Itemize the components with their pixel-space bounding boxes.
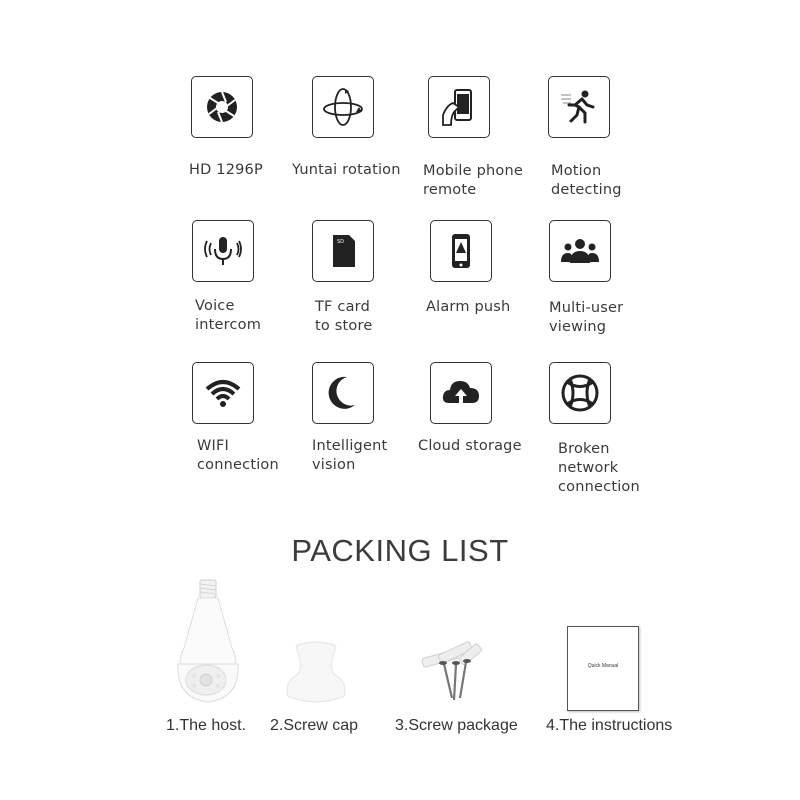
feature-label-motion: Motion detecting: [551, 163, 622, 198]
screw-cap-image: [282, 638, 350, 706]
aperture-icon: [191, 76, 253, 138]
packing-item-screw-package-label: 3.Screw package: [395, 717, 518, 734]
network-ball-icon: [549, 362, 611, 424]
rotation-icon: [312, 76, 374, 138]
bulb-camera-image: [172, 578, 244, 706]
feature-label-voice: Voice intercom: [195, 298, 262, 333]
packing-list-title: PACKING LIST: [291, 533, 509, 568]
feature-label-yuntai: Yuntai rotation: [292, 162, 401, 178]
feature-label-cloud: Cloud storage: [418, 438, 522, 454]
running-person-icon: [548, 76, 610, 138]
feature-label-vision: Intelligent vision: [312, 438, 388, 473]
packing-item-instructions-label: 4.The instructions: [546, 717, 673, 734]
feature-label-remote: Mobile phone remote: [423, 163, 523, 198]
phone-alert-icon: [430, 220, 492, 282]
packing-item-host-label: 1.The host.: [166, 717, 247, 734]
screw-package-image: [418, 640, 490, 708]
sd-card-icon: [312, 220, 374, 282]
moon-icon: [312, 362, 374, 424]
feature-label-alarm: Alarm push: [426, 299, 511, 315]
quick-manual-text: Quick Manual: [587, 663, 619, 669]
svg-text:SD: SD: [337, 239, 345, 245]
feature-label-tfcard: TF card to store: [315, 299, 373, 334]
wifi-icon: [192, 362, 254, 424]
cloud-upload-icon: [430, 362, 492, 424]
feature-label-hd: HD 1296P: [189, 162, 263, 178]
feature-label-multiuser: Multi-user viewing: [549, 300, 624, 335]
packing-item-screw-cap-label: 2.Screw cap: [270, 717, 359, 734]
quick-manual-image: [567, 626, 639, 711]
feature-label-wifi: WIFI connection: [197, 438, 279, 473]
users-icon: [549, 220, 611, 282]
phone-hand-icon: [428, 76, 490, 138]
feature-label-broken: Broken network connection: [558, 441, 640, 495]
microphone-icon: [192, 220, 254, 282]
